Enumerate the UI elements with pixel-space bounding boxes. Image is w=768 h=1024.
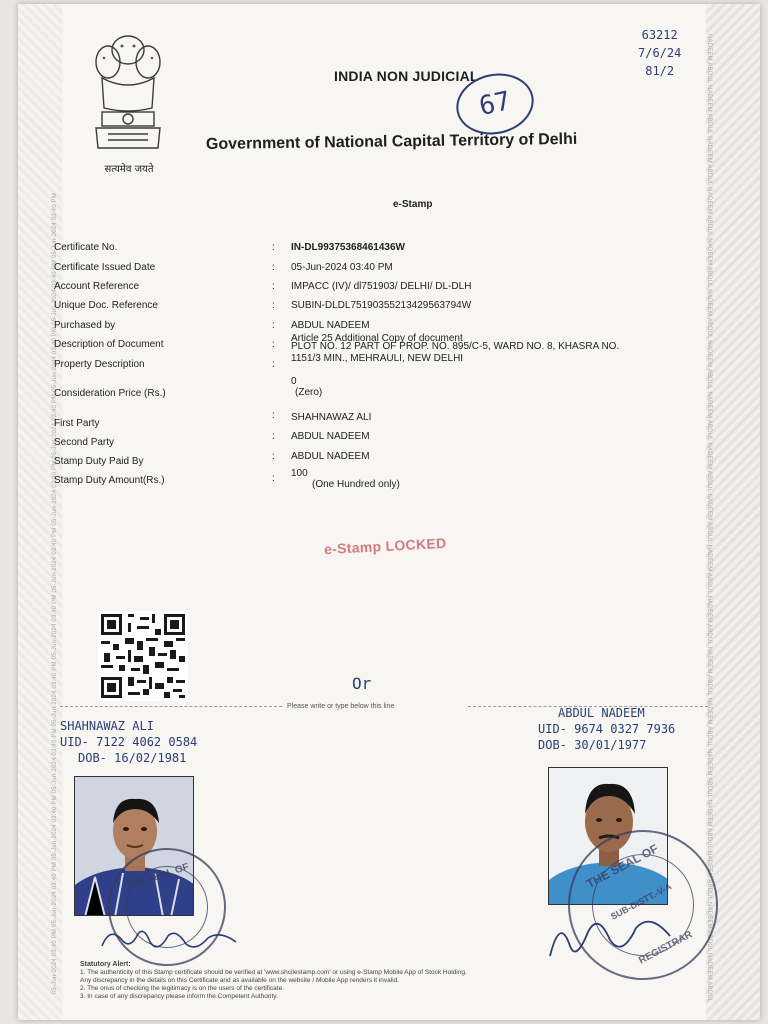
registrar-seal-right: THE SEAL OF SUB-DISTT.-V-A REGISTRAR (542, 804, 745, 1007)
motto: सत्यमेव जयते (104, 164, 154, 175)
statutory-alert: Statutory Alert: 1. The authenticity of this Stamp certificate should be verified at 'www.shcilestamp.com' or using e-Stamp Mobile App of Stock Holding. Any discrepancy in the details on this Certificate and as available on the website / Mobile App renders it invalid. 2. The onus of checking the legitimacy is on the users of the certificate. 3. In case of any discrepancy please inform the Competent Authority. (80, 961, 467, 1000)
national-emblem-icon (88, 22, 168, 162)
security-border-right (706, 4, 760, 1020)
estamp-locked-stamp: e-Stamp LOCKED (323, 534, 447, 558)
signature-line-left (60, 706, 282, 707)
handwritten-serial: 63212 7/6/24 81/2 (638, 28, 682, 78)
header-government: Government of National Capital Territory of Delhi (205, 130, 578, 153)
microtext-right: NADEEM ABDUL NADEEM ABDUL NADEEM ABDUL NADEEM ABDUL NADEEM ABDUL NADEEM ABDUL NADEEM ABDUL NADEEM ABDUL NADEEM ABDUL NADEEM ABDUL NADEEM ABDUL NADEEM ABDUL NADEEM ABDUL NADEEM ABDUL NADEEM ABDUL NADEEM ABDUL NADEEM ABDUL NADEEM ABDUL NADEEM ABDUL (706, 34, 712, 1003)
handwritten-first-party-details: SHAHNAWAZ ALI UID- 7122 4062 0584 DOB- 16/02/1981 (60, 719, 198, 765)
sign-below-note: Please write or type below this line (287, 703, 395, 710)
registrar-seal-left: THE SEAL OF (93, 833, 242, 982)
handwritten-second-party-details: ABDUL NADEEM UID- 9674 0327 7936 DOB- 30/01/1977 (538, 706, 676, 752)
handwritten-mark: Or (352, 674, 372, 693)
handwritten-circled-number: 67 (451, 67, 540, 142)
header-india-non-judicial: INDIA NON JUDICIAL (334, 68, 479, 84)
microtext-left: 05-Jun-2024 03:40 PM 05-Jun-2024 03:40 PM 05-Jun-2024 03:40 PM 05-Jun-2024 03:40 PM 05-Jun-2024 03:40 PM 05-Jun-2024 03:40 PM 05-Jun-2024 03:40 PM 05-Jun-2024 03:40 PM 05-Jun-2024 03:40 PM 05-Jun-2024 03:40 PM 05-Jun-2024 03:40 PM 05-Jun-2024 03:40 PM (52, 192, 58, 994)
page-title: e-Stamp (393, 199, 433, 210)
signature-first-party (96, 920, 256, 960)
qr-code-icon (98, 611, 188, 701)
signature-second-party (540, 906, 690, 966)
